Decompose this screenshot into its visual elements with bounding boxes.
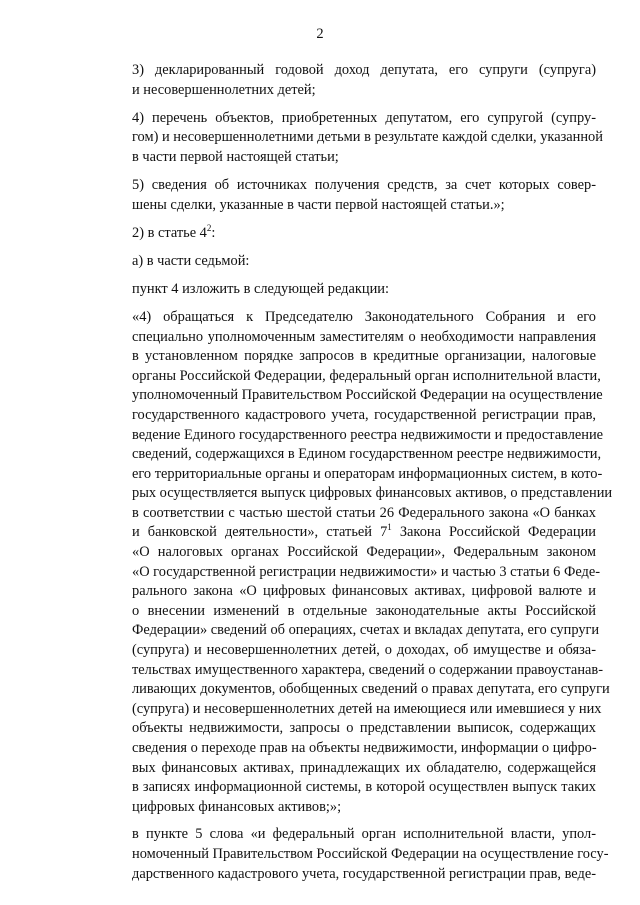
text-line: ведение Единого государственного реестра недвижимости и предоставление	[132, 426, 604, 443]
text-line	[92, 523, 596, 543]
text-line: сведений, содержащихся в Едином государственном реестре недвижимости,	[132, 446, 602, 463]
text-line: тельствах имущественного характера, сведений о содержании правоустанав-	[132, 661, 603, 678]
text-line: рых осуществляется выпуск цифровых финансовых активов, о представлении	[132, 485, 613, 502]
paragraph-point-5-text	[92, 825, 609, 884]
text-line: сведения о переходе прав на объекты недвижимости, информации о цифро-	[132, 740, 597, 756]
text-line: объекты недвижимости, запросы о представлении выписок, содержащих	[132, 720, 596, 737]
text-line: номоченный Правительством Российской Федерации на осуществление госу-	[132, 845, 609, 862]
text-line: и несовершеннолетних детей;	[132, 81, 316, 98]
law-ref-tail: Закона Российской Федерации	[391, 524, 596, 541]
text-line: вых финансовых активах, принадлежащих их обладателю, содержащейся	[132, 759, 596, 776]
paragraph-point-4-intro	[92, 280, 596, 300]
text-line: (супруга) и несовершеннолетних детей, о доходах, об имуществе и обяза-	[132, 642, 596, 659]
text-line: гом) и несовершеннолетними детьми в результате каждой сделки, указанной	[132, 129, 603, 146]
text-line: а) в части седьмой:	[132, 252, 250, 269]
text-line: ливающих документов, обобщенных сведений о правах депутата, его супруги	[132, 681, 610, 698]
document-body	[92, 61, 613, 893]
text-line: его территориальные органы и операторам информационных систем, в кото-	[132, 465, 603, 482]
paragraph-point-4-text	[92, 308, 613, 817]
text-line: «О государственной регистрации недвижимости» и частью 3 статьи 6 Феде-	[132, 563, 601, 580]
text-line: 5) сведения об источниках получения средств, за счет которых совер-	[132, 176, 596, 193]
text-line: «4) обращаться к Председателю Законодательного Собрания и его	[132, 308, 596, 325]
text-line: Федерации» сведений об операциях, счетах и вкладах депутата, его супруги	[132, 622, 600, 639]
text-line: в пункте 5 слова «и федеральный орган исполнительной власти, упол-	[132, 826, 596, 843]
text-line: уполномоченный Правительством Российской Федерации на осуществление	[132, 387, 603, 404]
text-line	[92, 224, 596, 244]
text-line: «О налоговых органах Российской Федерации», Федеральным законом	[132, 544, 596, 561]
text-line: органы Российской Федерации, федеральный орган исполнительной власти,	[132, 367, 601, 384]
text-line: (супруга) и несовершеннолетних детей на имеющиеся или имевшиеся у них	[132, 700, 602, 717]
paragraph-item-5	[92, 176, 596, 215]
text-line: 3) декларированный годовой доход депутата, его супруги (супруга)	[132, 62, 596, 78]
article-ref-text: 2) в статье 4	[132, 224, 207, 241]
law-ref-text: и банковской деятельности», статьей 7	[132, 524, 388, 541]
article-ref-tail: :	[211, 224, 216, 241]
page-number: 2	[316, 26, 324, 42]
text-line: дарственного кадастрового учета, государственной регистрации прав, веде-	[132, 865, 596, 882]
paragraph-article-4-2	[92, 224, 596, 244]
text-line: шены сделки, указанные в части первой настоящей статьи.»;	[132, 196, 505, 213]
text-line: пункт 4 изложить в следующей редакции:	[132, 280, 389, 297]
text-line: государственного кадастрового учета, государственной регистрации прав,	[132, 406, 596, 423]
text-line: цифровых финансовых активов;»;	[132, 798, 342, 815]
text-line: рального закона «О цифровых финансовых активах, цифровой валюте и	[132, 583, 596, 600]
text-line: 4) перечень объектов, приобретенных депутатом, его супругой (супру-	[132, 109, 596, 126]
text-line: в соответствии с частью шестой статьи 26 Федерального закона «О банках	[132, 504, 596, 521]
paragraph-item-3	[92, 61, 596, 100]
paragraph-part-seven	[92, 252, 596, 272]
text-line: о внесении изменений в отдельные законодательные акты Российской	[132, 602, 596, 619]
paragraph-item-4	[92, 109, 603, 168]
text-line: в части первой настоящей статьи;	[132, 148, 339, 165]
article-superscript: 2	[206, 222, 212, 233]
article-superscript: 1	[387, 522, 392, 533]
text-line: специально уполномоченным заместителям о необходимости направления	[132, 328, 596, 345]
text-line: в установленном порядке запросов в кредитные организации, налоговые	[132, 348, 596, 365]
text-line: в записях информационной системы, в которой осуществлен выпуск таких	[132, 779, 596, 796]
